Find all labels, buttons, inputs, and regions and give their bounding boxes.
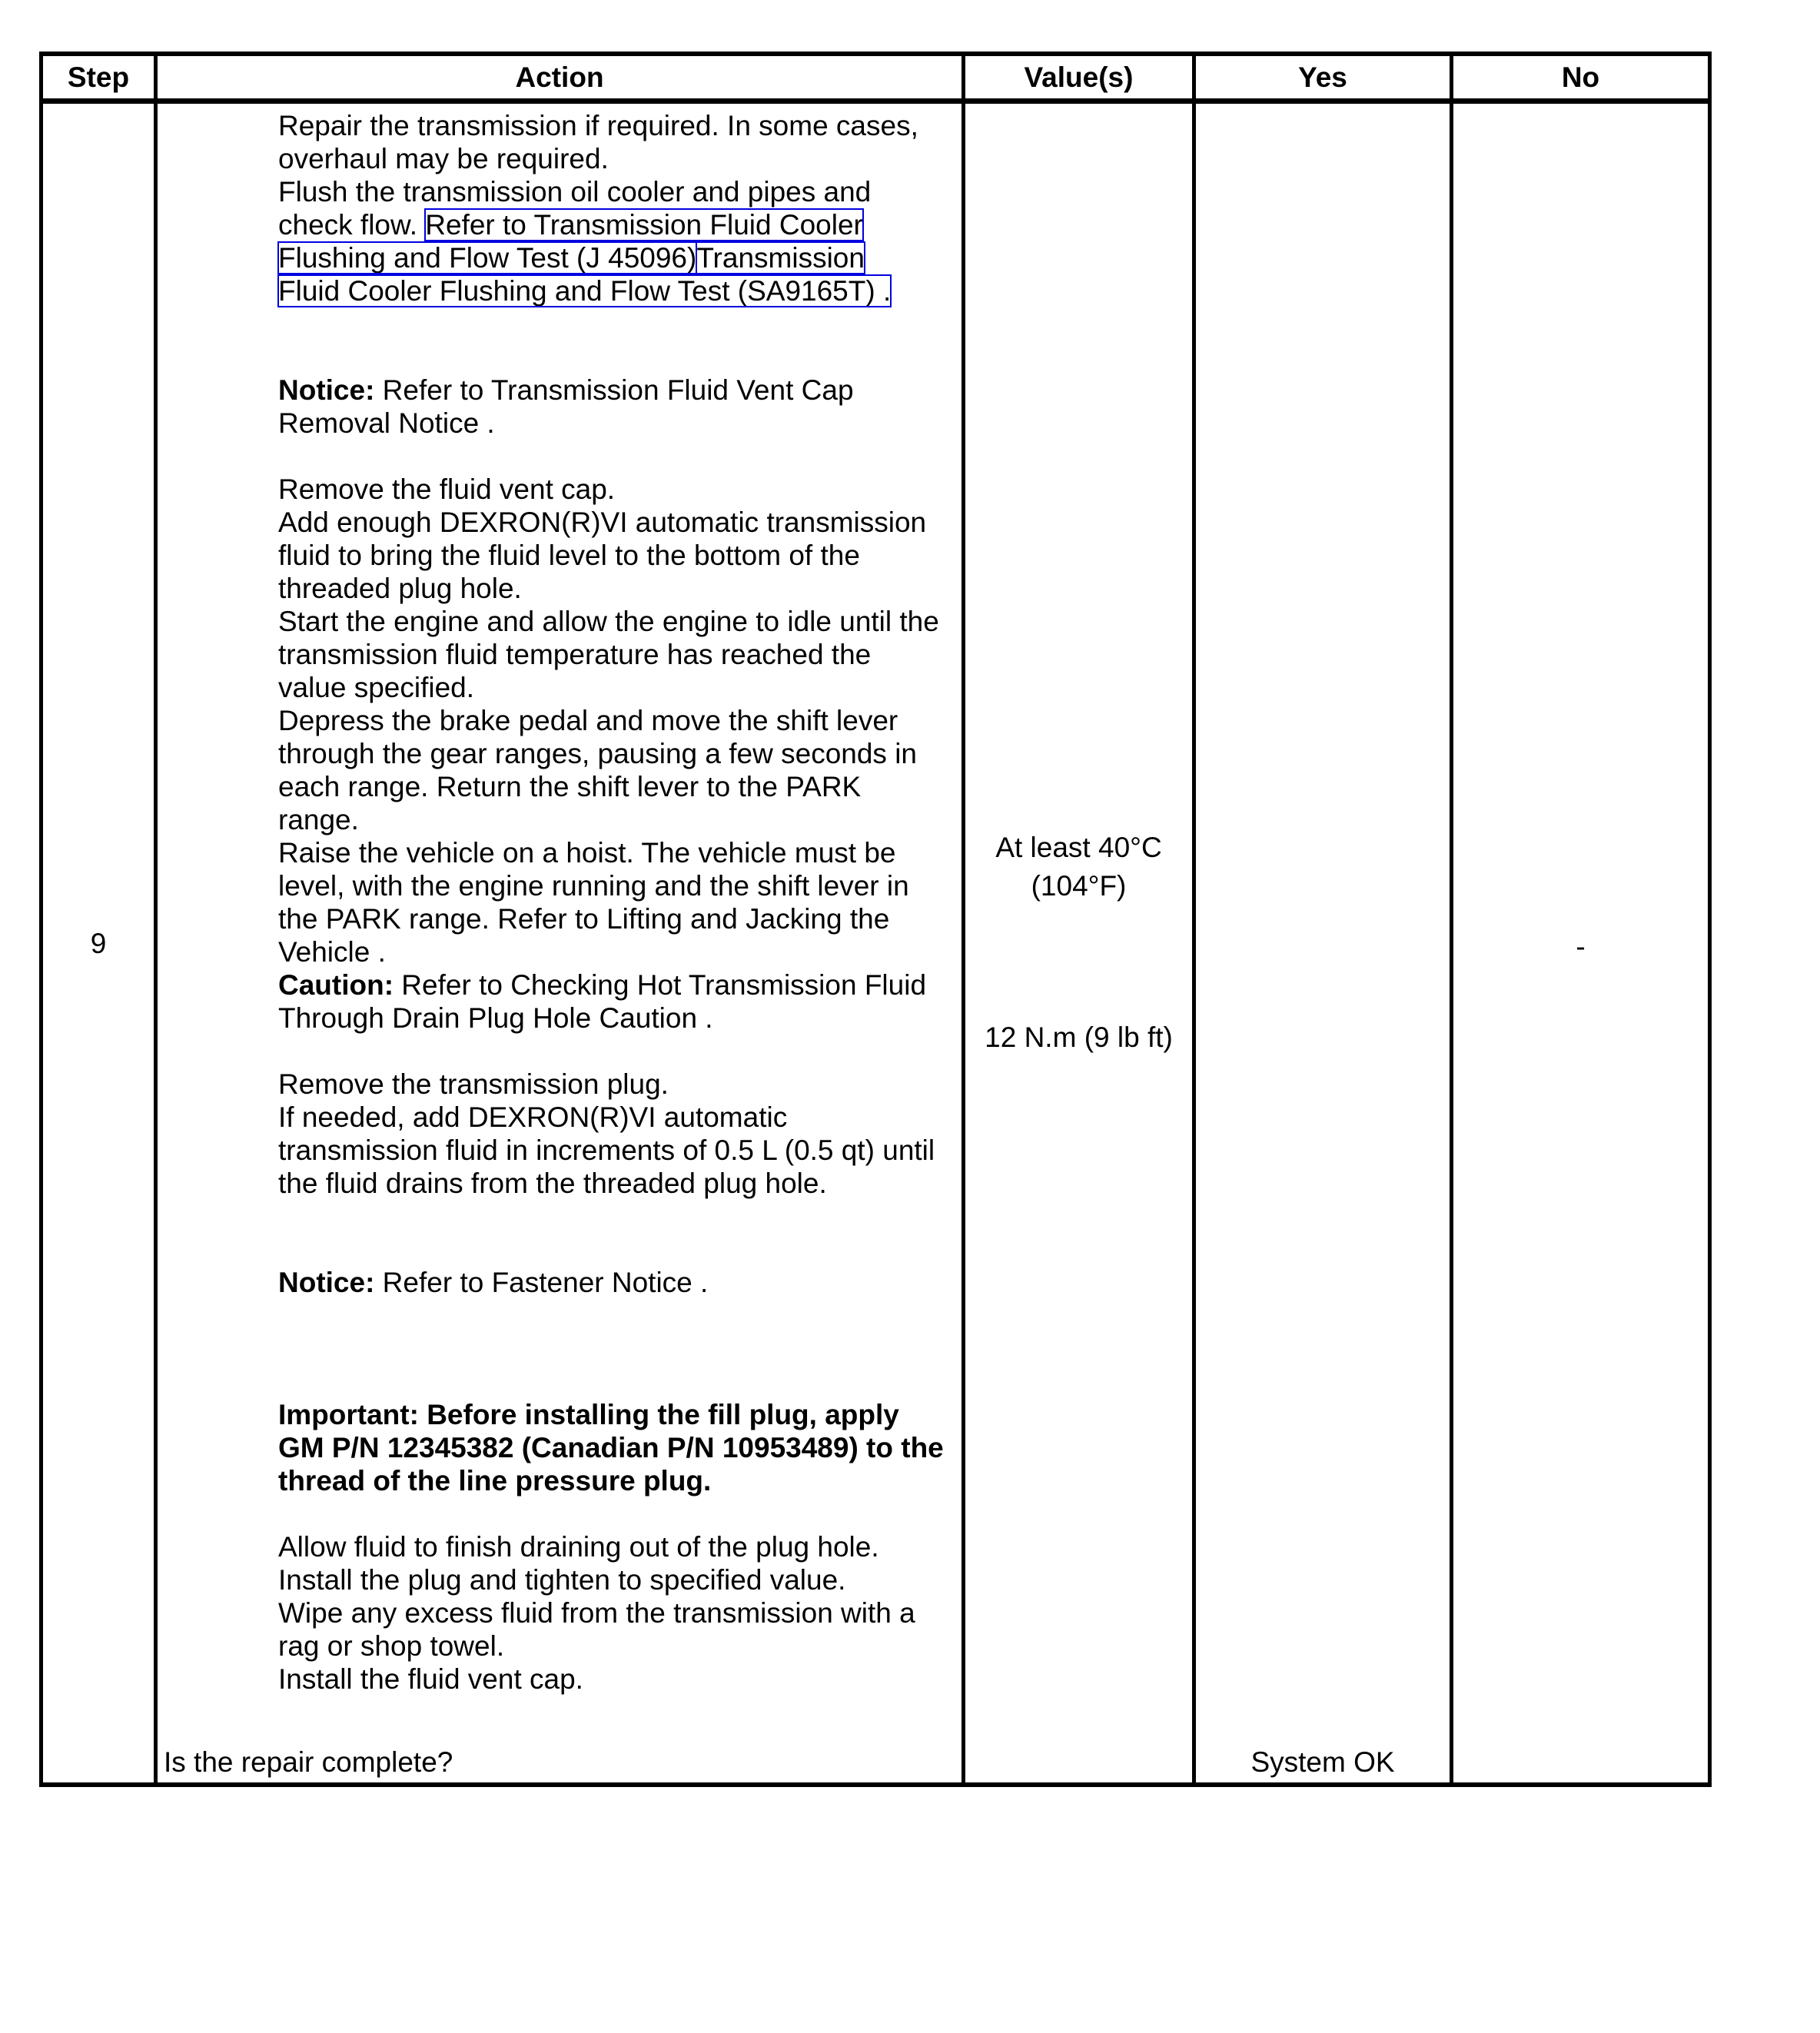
- action-line: [278, 770, 958, 803]
- action-line: [278, 638, 958, 671]
- action-text-segment: Refer to Fastener Notice .: [374, 1267, 709, 1298]
- action-text-segment: If needed, add DEXRON(R)VI automatic: [278, 1101, 788, 1133]
- action-text-segment: through the gear ranges, pausing a few seconds in: [278, 738, 918, 769]
- action-line: [278, 1266, 958, 1299]
- value-temperature-celsius: At least 40°C: [995, 832, 1162, 863]
- action-text-segment: Add enough DEXRON(R)VI automatic transmission: [278, 507, 927, 538]
- action-line: [278, 407, 958, 440]
- action-text-segment: Remove the fluid vent cap.: [278, 473, 616, 505]
- action-line: [278, 935, 958, 968]
- action-text-segment: each range. Return the shift lever to the PARK: [278, 771, 862, 802]
- action-text-segment: transmission fluid temperature has reached the: [278, 639, 872, 670]
- action-text-segment: Depress the brake pedal and move the shift lever: [278, 705, 898, 736]
- action-text-segment: the fluid drains from the threaded plug hole.: [278, 1168, 827, 1199]
- action-blank-line: [278, 1332, 958, 1365]
- action-line: [278, 142, 958, 175]
- action-line: [278, 1464, 958, 1497]
- action-line: [278, 671, 958, 704]
- action-line: [278, 1629, 958, 1663]
- action-blank-line: [278, 440, 958, 473]
- action-line: [278, 1663, 958, 1696]
- action-bold-text: GM P/N 12345382 (Canadian P/N 10953489) to the: [278, 1432, 944, 1463]
- column-divider-step-action: [154, 51, 158, 1787]
- value-temperature-fahrenheit: (104°F): [1031, 870, 1127, 902]
- action-text-segment: Through Drain Plug Hole Caution .: [278, 1002, 713, 1034]
- action-line: [278, 704, 958, 737]
- action-text-segment: Allow fluid to finish draining out of the plug hole.: [278, 1531, 879, 1563]
- action-line: [278, 539, 958, 572]
- action-line: [278, 869, 958, 902]
- action-line: [278, 1002, 958, 1035]
- action-line: [278, 1530, 958, 1563]
- action-text-segment: Start the engine and allow the engine to idle until the: [278, 606, 939, 637]
- action-bold-text: thread of the line pressure plug.: [278, 1465, 712, 1497]
- column-divider-yes-no: [1450, 51, 1453, 1787]
- action-line: [278, 241, 958, 274]
- action-text-segment: level, with the engine running and the shift lever in: [278, 870, 909, 902]
- action-line: [278, 1101, 958, 1134]
- action-line: [278, 274, 958, 307]
- action-bold-text: Notice:: [278, 374, 375, 406]
- action-line: [278, 175, 958, 208]
- action-line: [278, 1596, 958, 1629]
- action-text-segment: the PARK range. Refer to Lifting and Jacking the: [278, 903, 890, 935]
- action-link[interactable]: Transmission: [696, 242, 865, 274]
- action-line: [278, 572, 958, 605]
- action-bold-text: Notice:: [278, 1267, 375, 1298]
- action-line: [278, 506, 958, 539]
- action-text-segment: Removal Notice .: [278, 407, 495, 439]
- action-text-segment: check flow.: [278, 209, 426, 241]
- action-line: [278, 1134, 958, 1167]
- action-text-segment: overhaul may be required.: [278, 143, 609, 174]
- action-text-segment: Repair the transmission if required. In some cases,: [278, 110, 918, 141]
- action-line: [278, 902, 958, 935]
- action-text-segment: Raise the vehicle on a hoist. The vehicle must be: [278, 837, 896, 869]
- action-bold-text: Important: Before installing the fill plug, apply: [278, 1399, 899, 1430]
- action-text-segment: Install the plug and tighten to specified value.: [278, 1564, 846, 1596]
- action-text-segment: range.: [278, 804, 359, 835]
- action-line: [278, 1167, 958, 1200]
- action-text-segment: transmission fluid in increments of 0.5 L (0.5 qt) until: [278, 1134, 935, 1166]
- action-blank-line: [278, 1365, 958, 1398]
- table-border-top: [39, 51, 1712, 56]
- action-text-segment: Refer to Checking Hot Transmission Fluid: [394, 969, 927, 1001]
- yes-result: System OK: [1250, 1746, 1395, 1778]
- action-blank-line: [278, 340, 958, 374]
- action-link[interactable]: Flushing and Flow Test (J 45096): [278, 242, 697, 274]
- action-line: [278, 1068, 958, 1101]
- action-text-segment: Flush the transmission oil cooler and pipes and: [278, 176, 872, 208]
- action-line: [278, 803, 958, 836]
- action-text-segment: Wipe any excess fluid from the transmission with a: [278, 1597, 915, 1629]
- action-line: [278, 1398, 958, 1431]
- action-line: [278, 109, 958, 142]
- action-text-segment: Vehicle .: [278, 936, 386, 968]
- action-line: [278, 605, 958, 638]
- action-blank-line: [278, 1299, 958, 1332]
- action-line: [278, 374, 958, 407]
- header-no: No: [1561, 61, 1600, 93]
- action-line: [278, 968, 958, 1002]
- action-line: [278, 473, 958, 506]
- step-number: 9: [90, 928, 107, 959]
- action-blank-line: [278, 1497, 958, 1530]
- action-text-segment: rag or shop towel.: [278, 1630, 505, 1662]
- action-text-segment: value specified.: [278, 672, 475, 703]
- action-blank-line: [278, 1233, 958, 1266]
- header-values: Value(s): [1024, 61, 1134, 93]
- action-bold-text: Caution:: [278, 969, 394, 1001]
- table-border-right: [1708, 51, 1712, 1787]
- action-text-segment: Remove the transmission plug.: [278, 1068, 669, 1100]
- no-result: -: [1576, 931, 1586, 962]
- header-yes: Yes: [1298, 61, 1347, 93]
- column-divider-action-values: [961, 51, 965, 1787]
- action-link[interactable]: Fluid Cooler Flushing and Flow Test (SA9165T) .: [278, 275, 892, 307]
- action-line: [278, 1431, 958, 1464]
- action-text-segment: fluid to bring the fluid level to the bottom of the: [278, 540, 860, 571]
- action-line: [278, 737, 958, 770]
- action-question: Is the repair complete?: [164, 1746, 453, 1778]
- action-blank-line: [278, 1035, 958, 1068]
- column-divider-values-yes: [1192, 51, 1196, 1787]
- action-line: [278, 1563, 958, 1596]
- action-blank-line: [278, 307, 958, 340]
- action-text-segment: Refer to Transmission Fluid Vent Cap: [374, 374, 854, 406]
- action-line: [278, 208, 958, 241]
- header-action: Action: [515, 61, 604, 93]
- table-border-left: [39, 51, 43, 1787]
- header-step: Step: [67, 61, 130, 93]
- action-link[interactable]: Refer to Transmission Fluid Cooler: [425, 209, 863, 241]
- action-text-segment: threaded plug hole.: [278, 573, 522, 604]
- table-border-bottom: [39, 1782, 1712, 1787]
- action-text: [278, 109, 958, 1696]
- value-torque: 12 N.m (9 lb ft): [985, 1021, 1173, 1053]
- action-line: [278, 836, 958, 869]
- header-border-bottom: [39, 98, 1712, 104]
- action-text-segment: Install the fluid vent cap.: [278, 1663, 583, 1695]
- action-blank-line: [278, 1200, 958, 1233]
